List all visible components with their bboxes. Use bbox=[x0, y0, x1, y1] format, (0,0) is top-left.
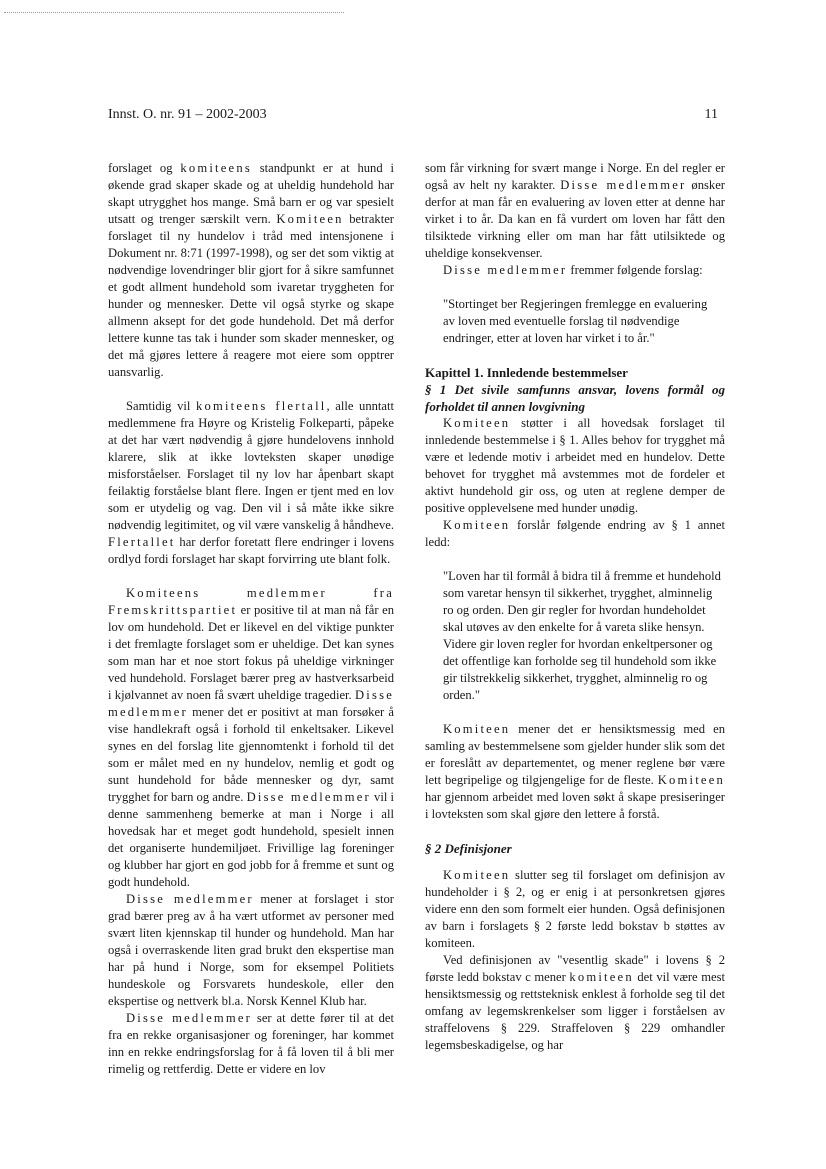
text-run: har gjennom arbeidet med loven søkt å skape presiseringer i lovteksten som skal gjøre den lettere å forstå. bbox=[425, 790, 725, 821]
proposal-quote bbox=[425, 568, 725, 704]
text-run: mener det er positivt at man forsøker å vise handlekraft også i forhold til enkeltsaker. Likevel synes en del forslag lite gjennomtenkt i forhold til det som er målet med en ny hundelov, nemlig et godt og sunt hundehold for både mennesker og dyr, samt trygghet for barn og andre. bbox=[108, 705, 394, 804]
text-run: som får virkning for svært mange i Norge. En del regler er også av helt ny karakter. bbox=[425, 161, 725, 192]
page-number: 11 bbox=[704, 107, 718, 122]
body-paragraph bbox=[425, 721, 725, 823]
spaced-emphasis: Komiteen bbox=[443, 416, 511, 430]
body-paragraph bbox=[108, 891, 394, 1010]
body-paragraph bbox=[108, 398, 394, 568]
paragraph-spacer bbox=[425, 857, 725, 867]
text-run: standpunkt er at hund i økende grad skaper skade og at uheldig hundehold har skapt utrygghet hos mange. Små barn er og var spesielt utsatt og trenger særskilt vern. bbox=[108, 161, 395, 226]
spaced-emphasis: komiteens flertall bbox=[195, 399, 327, 413]
body-paragraph bbox=[425, 952, 725, 1054]
paragraph-spacer bbox=[425, 551, 725, 568]
text-run: betrakter forslaget til ny hundelov i tråd med intensjonene i Dokument nr. 8:71 (1997-1998), og ser det som viktig at nødvendige lovendringer blir gjort for å sikre samfunnet et godt allment hundehold som ivaretar tryggheten for hunder og mennesker. Dette vil også styrke og skape allmenn aksept for det gode hundehold. Det må derfor lettere kunne tas tak i hunder som skader mennesker, og det må gjøres lettere å reagere mot eiere som opptrer uansvarlig. bbox=[108, 212, 394, 379]
text-run: ønsker derfor at man får en evaluering av loven etter at denne har virket i to år. Da kan en få vurdert om loven har fått den tilsiktede virkning eller om man har fått utilsiktede og uheldige konsekvenser. bbox=[425, 178, 725, 260]
spaced-emphasis: Komiteen bbox=[657, 773, 725, 787]
paragraph-spacer bbox=[108, 381, 394, 398]
section-number: § 1 bbox=[425, 382, 455, 397]
right-text-column bbox=[425, 160, 725, 1054]
text-run: forslår følgende endring av § 1 annet ledd: bbox=[425, 518, 725, 549]
text-run: fremmer følgende forslag: bbox=[567, 263, 703, 277]
text-run: mener at forslaget i stor grad bærer preg av å ha vært utformet av personer med svært liten kjennskap til hunder og hundehold. Man har også i overraskende liten grad brukt den ekspertise man har på hund i Norge, som for eksempel Politiets hundeskole og Forsvarets hundeskole, eller den ekspertise og nettverk bl.a. Norsk Kennel Klub har. bbox=[108, 892, 395, 1008]
proposal-quote bbox=[425, 296, 725, 347]
spaced-emphasis: Komiteen bbox=[443, 518, 511, 532]
spaced-emphasis: Disse medlemmer bbox=[126, 892, 254, 906]
scan-dotted-line bbox=[4, 12, 344, 13]
text-run: vil i denne sammenheng bemerke at man i Norge i all hovedsak har et meget godt hundehold, spesielt innen det organiserte hundemiljøet. Frivillige lag foreninger og klubber har gjort en god jobb for å fremme et sunt og godt hundehold. bbox=[108, 790, 395, 889]
spaced-emphasis: Komiteen bbox=[443, 722, 511, 736]
section-title: Det sivile samfunns ansvar, lovens formål og forholdet til annen lovgivning bbox=[425, 382, 725, 414]
paragraph-spacer bbox=[425, 279, 725, 296]
section-number: § 2 bbox=[425, 841, 445, 856]
paragraph-spacer bbox=[425, 823, 725, 840]
text-run: ser at dette fører til at det fra en rekke organisasjoner og foreninger, har kommet inn en rekke endringsforslag for å få loven til å bli mer rimelig og rettferdig. Dette er videre en lov bbox=[108, 1011, 394, 1076]
chapter-heading: Kapittel 1. Innledende bestemmelser bbox=[425, 365, 628, 380]
section-heading bbox=[425, 381, 725, 415]
body-paragraph bbox=[108, 585, 394, 891]
text-run: Samtidig vil bbox=[126, 399, 196, 413]
spaced-emphasis: Komiteen bbox=[276, 212, 344, 226]
spaced-emphasis: komiteen bbox=[569, 970, 634, 984]
text-run: mener det er hensiktsmessig med en samling av bestemmelsene som gjelder hunder slik som det er foreslått av departementet, og mener reglene bør være lett begripelige og tilgjengelige for de fleste. bbox=[425, 722, 725, 787]
body-paragraph bbox=[108, 1010, 394, 1078]
running-header bbox=[108, 107, 718, 127]
spaced-emphasis: Komiteen bbox=[443, 868, 511, 882]
text-run: Ved definisjonen av "vesentlig skade" i lovens § 2 første ledd bokstav c mener bbox=[425, 953, 725, 984]
text-run: "Stortinget ber Regjeringen fremlegge en evaluering av loven med eventuelle forslag til nødvendige endringer, etter at loven har virket i to år." bbox=[443, 297, 708, 345]
body-paragraph bbox=[425, 160, 725, 262]
spaced-emphasis: komiteens bbox=[180, 161, 252, 175]
text-run: det vil være mest hensiktsmessig og rettsteknisk enklest å forholde seg til det omfang av legemskrenkelser som ligger i forståelsen av straffelovens § 229. Straffeloven § 229 omhandler legemsbeskadigelse, og har bbox=[425, 970, 725, 1052]
paragraph-spacer bbox=[425, 704, 725, 721]
paragraph-spacer bbox=[108, 568, 394, 585]
text-run: støtter i all hovedsak forslaget til innledende bestemmelse i § 1. Alles behov for trygghet må være et ledende motiv i arbeidet med en hundelov. Dette behovet for trygghet må avstemmes mot de fordeler et aktivt hundehold gir oss, og uten at reglene demper de positive opplevelsene med hunder unødig. bbox=[425, 416, 725, 515]
spaced-emphasis: Disse medlemmer bbox=[126, 1011, 253, 1025]
text-run: er positive til at man nå får en lov om hundehold. Det er likevel en del viktige punkter i det fremlagte forslaget som er uheldige. Det kan synes som man har et noe stort fokus på uheldige virkninger ved hundehold. Forslaget bærer preg av hastverksarbeid i kjølvannet av noen få svært uheldige tragedier. bbox=[108, 603, 394, 702]
body-paragraph bbox=[425, 262, 725, 279]
text-run: forslaget og bbox=[108, 161, 181, 175]
spaced-emphasis: Komiteens medlemmer fra Fremskrittspartiet bbox=[108, 586, 394, 617]
text-run: har derfor foretatt flere endringer i lovens ordlyd fordi forslaget har skapt forvirring ute blant folk. bbox=[108, 535, 394, 566]
body-paragraph bbox=[425, 517, 725, 551]
section-heading bbox=[425, 840, 725, 857]
spaced-emphasis: Disse medlemmer bbox=[443, 263, 568, 277]
body-paragraph bbox=[108, 160, 394, 381]
text-run: , alle unntatt medlemmene fra Høyre og Kristelig Folkeparti, påpeke at det har vært nødvendig å gjøre hundelovens innhold klarere, slik at ikke lovteksten skaper unødige misforståelser. Forslaget til ny lov har åpenbart skapt feilaktig forståelse blant flere. Ingen er tjent med en lov som er utydelig og vag. Den vil i så måte ikke sikre nødvendig legitimitet, og vil være vanskelig å håndheve. bbox=[108, 399, 394, 532]
spaced-emphasis: Flertallet bbox=[108, 535, 176, 549]
document-reference: Innst. O. nr. 91 – 2002-2003 bbox=[108, 107, 267, 122]
body-paragraph bbox=[425, 415, 725, 517]
body-paragraph bbox=[425, 867, 725, 952]
section-title: Definisjoner bbox=[444, 841, 512, 856]
left-text-column bbox=[108, 160, 394, 1078]
paragraph-spacer bbox=[425, 347, 725, 364]
spaced-emphasis: Disse medlemmer bbox=[560, 178, 687, 192]
spaced-emphasis: Disse medlemmer bbox=[246, 790, 371, 804]
text-run: "Loven har til formål å bidra til å fremme et hundehold som varetar hensyn til sikkerhet, trygghet, alminnelig ro og orden. Den gir regler for hvordan hundeholdet skal utøves av den enkelte for å vareta slike hensyn. Videre gir loven regler for hvordan enkeltpersoner og det offentlige kan forholde seg til hundehold som ikke gir tilstrekkelig sikkerhet, trygghet, alminnelig ro og orden." bbox=[443, 569, 721, 702]
text-run: slutter seg til forslaget om definisjon av hundeholder i § 2, og er enig i at personkretsen gjøres videre enn den som formelt eier hunden. Også definisjonen av barn i forslagets § 2 første ledd bokstav b støttes av komiteen. bbox=[425, 868, 725, 950]
spaced-emphasis: Disse medlemmer bbox=[108, 688, 394, 719]
